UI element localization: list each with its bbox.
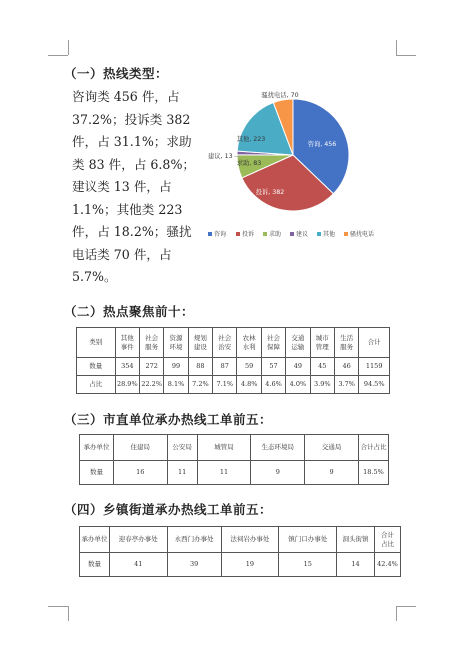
table-header-cell: 镇门口办事处 <box>279 527 337 553</box>
table-cell: 14 <box>337 553 375 577</box>
table-header-cell: 交通局 <box>305 435 359 461</box>
table-cell: 19 <box>221 553 279 577</box>
table-header-cell: 合计占比 <box>358 435 388 461</box>
pie-data-label: 建议, 13 <box>208 153 233 160</box>
legend-label: 建议 <box>296 231 309 238</box>
table-header-cell: 类别 <box>77 328 116 358</box>
section3-heading: （三）市直单位承办热线工单前五： <box>64 412 273 427</box>
table-header-cell: 洞头街镇 <box>337 527 375 553</box>
paragraph-line: 件，占 31.1%；求助 <box>72 134 192 149</box>
table-header-cell: 城市管理 <box>310 328 334 358</box>
legend-label: 投诉 <box>242 231 255 238</box>
table-cell: 99 <box>164 358 188 376</box>
table-header-cell: 承办单位 <box>80 435 114 461</box>
table-header-cell: 合计 <box>359 328 390 358</box>
table-header-cell: 资源环境 <box>164 328 188 358</box>
section2-heading: （二）热点聚焦前十： <box>64 304 195 319</box>
table-header-cell: 交通运输 <box>286 328 310 358</box>
paragraph-line: 件，占 18.2%；骚扰 <box>72 224 192 239</box>
crop-mark-bottom-right <box>396 606 416 607</box>
table-header-cell: 公安局 <box>167 435 197 461</box>
crop-mark-top-right <box>396 55 416 56</box>
table-header-cell: 住建局 <box>113 435 167 461</box>
table-header-cell: 合计占比 <box>374 527 400 553</box>
pie-data-label: 其他, 223 <box>236 136 266 143</box>
table-cell: 11 <box>197 461 251 485</box>
table-header-cell: 城管局 <box>197 435 251 461</box>
table-cell: 1159 <box>359 358 390 376</box>
city-units-top5-table <box>79 434 389 485</box>
hotspot-top10-table <box>76 327 390 394</box>
paragraph-line: 37.2%；投诉类 382 <box>72 111 191 127</box>
table-cell: 88 <box>188 358 212 376</box>
table-header-cell: 生活服务 <box>334 328 358 358</box>
legend-swatch <box>208 232 212 236</box>
table-header-cell: 承办单位 <box>80 527 110 553</box>
table-cell: 15 <box>279 553 337 577</box>
legend-swatch <box>344 232 348 236</box>
paragraph-line: 5.7%。 <box>72 269 117 284</box>
table-header-cell: 规划建设 <box>188 328 212 358</box>
crop-mark-top-left <box>68 40 69 55</box>
table-header-cell: 其他事件 <box>115 328 139 358</box>
paragraph-line: 1.1%；其他类 223 <box>72 201 183 217</box>
table-header-cell: 社会治安 <box>213 328 237 358</box>
table-cell: 7.1% <box>213 376 237 394</box>
legend-swatch <box>290 232 294 236</box>
table-cell: 59 <box>237 358 261 376</box>
table-cell: 49 <box>286 358 310 376</box>
table-cell: 272 <box>139 358 163 376</box>
crop-mark-bottom-left <box>68 606 69 621</box>
pie-data-label: 咨询, 456 <box>307 141 337 148</box>
township-top5-table <box>79 526 401 577</box>
table-cell: 28.9% <box>115 376 139 394</box>
table-cell: 16 <box>113 461 167 485</box>
table-cell: 4.0% <box>286 376 310 394</box>
paragraph-line: 建议类 13 件，占 <box>72 179 172 194</box>
table-cell: 42.4% <box>374 553 400 577</box>
paragraph-line: 咨询类 456 件，占 <box>72 89 180 104</box>
table-header-cell: 农林水利 <box>237 328 261 358</box>
section1-heading: （一）热线类型： <box>64 66 169 81</box>
legend-swatch <box>236 232 240 236</box>
table-header-cell: 永西门办事处 <box>167 527 221 553</box>
table-cell: 数量 <box>77 358 116 376</box>
table-cell: 4.6% <box>261 376 285 394</box>
table-header-cell: 迎春亭办事处 <box>109 527 167 553</box>
table-cell: 57 <box>261 358 285 376</box>
crop-mark-bottom-right <box>396 606 397 621</box>
table-cell: 87 <box>213 358 237 376</box>
legend-label: 骚扰电话 <box>350 231 375 238</box>
pie-data-label: 求助, 83 <box>236 160 262 167</box>
table-cell: 占比 <box>77 376 116 394</box>
paragraph-line: 类 83 件，占 6.8%； <box>72 156 195 172</box>
table-cell: 数量 <box>80 461 114 485</box>
table-cell: 11 <box>167 461 197 485</box>
pie-data-label: 骚扰电话, 70 <box>261 92 299 99</box>
legend-swatch <box>263 232 267 236</box>
table-cell: 45 <box>310 358 334 376</box>
table-header-cell: 法祠岩办事处 <box>221 527 279 553</box>
hotline-type-pie-chart <box>198 84 375 252</box>
table-cell: 22.2% <box>139 376 163 394</box>
pie-data-label: 投诉, 382 <box>255 189 285 196</box>
table-cell: 4.8% <box>237 376 261 394</box>
table-cell: 41 <box>109 553 167 577</box>
table-cell: 8.1% <box>164 376 188 394</box>
legend-label: 求助 <box>269 231 282 238</box>
legend-label: 其他 <box>323 231 336 238</box>
section1-paragraph <box>72 86 195 289</box>
table-cell: 9 <box>251 461 305 485</box>
table-cell: 9 <box>305 461 359 485</box>
crop-mark-bottom-left <box>48 606 68 607</box>
table-cell: 18.5% <box>358 461 388 485</box>
table-cell: 7.2% <box>188 376 212 394</box>
table-cell: 39 <box>167 553 221 577</box>
legend-label: 咨询 <box>214 231 227 238</box>
table-cell: 46 <box>334 358 358 376</box>
table-cell: 3.7% <box>334 376 358 394</box>
table-header-cell: 生态环境局 <box>251 435 305 461</box>
crop-mark-top-left <box>48 55 68 56</box>
table-cell: 94.5% <box>359 376 390 394</box>
table-header-cell: 社会保障 <box>261 328 285 358</box>
legend-swatch <box>317 232 321 236</box>
section4-heading: （四）乡镇街道承办热线工单前五： <box>64 502 273 517</box>
table-header-cell: 社会服务 <box>139 328 163 358</box>
crop-mark-top-right <box>396 40 397 55</box>
table-cell: 3.9% <box>310 376 334 394</box>
table-cell: 数量 <box>80 553 110 577</box>
table-cell: 354 <box>115 358 139 376</box>
paragraph-line: 电话类 70 件，占 <box>72 246 172 262</box>
